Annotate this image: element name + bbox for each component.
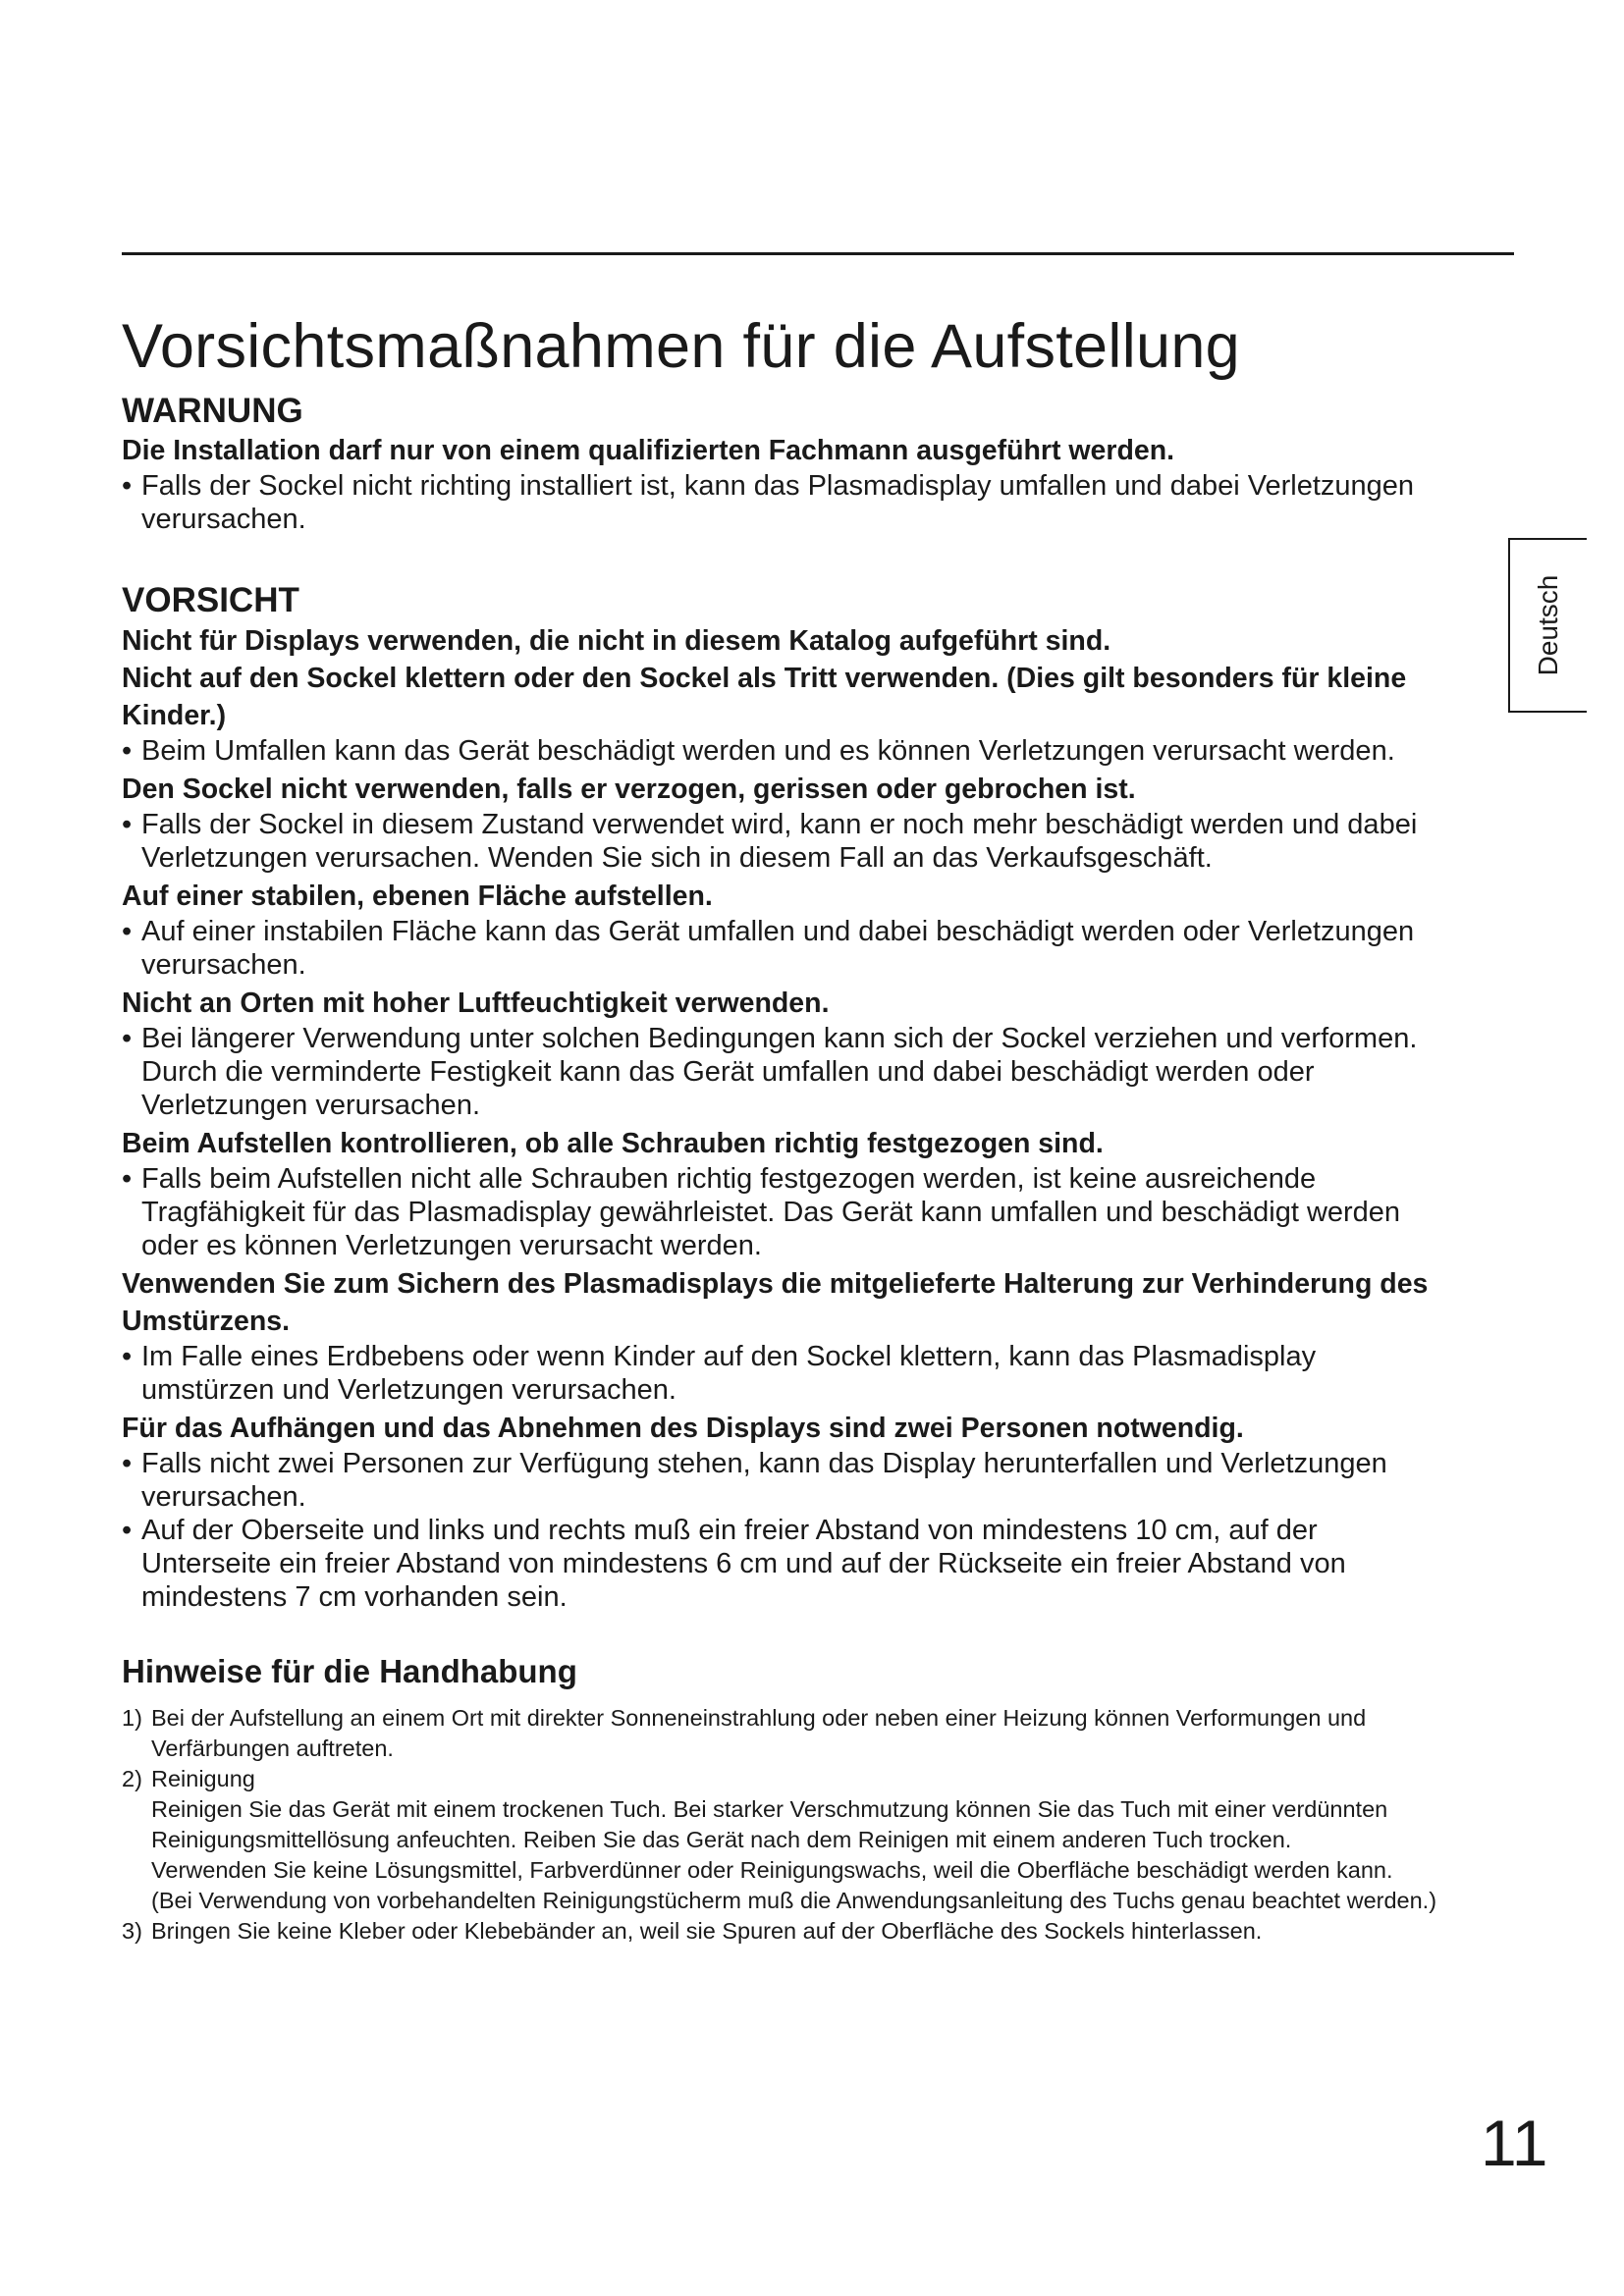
bullet-dot-icon: • bbox=[122, 1341, 133, 1373]
handling-paragraph: Verwenden Sie keine Lösungsmittel, Farbverdünner oder Reinigungswachs, weil die Oberfläche beschädigt werden kann. bbox=[151, 1857, 1393, 1884]
item-number: 1) bbox=[122, 1705, 142, 1732]
warning-bullets bbox=[122, 469, 1442, 536]
handling-paragraph: (Bei Verwendung von vorbehandelten Reinigungstücherm muß die Anwendungsanleitung des Tuchs genau beachtet werden.) bbox=[151, 1888, 1437, 1914]
warning-section bbox=[122, 390, 1442, 537]
caution-group bbox=[122, 1265, 1442, 1407]
bullet-item: • Falls der Sockel nicht richting installiert ist, kann das Plasmadisplay umfallen und dabei Verletzungen verursachen. bbox=[122, 470, 1415, 536]
handling-heading: Hinweise für die Handhabung bbox=[122, 1653, 577, 1690]
handling-paragraph: Reinigen Sie das Gerät mit einem trockenen Tuch. Bei starker Verschmutzung können Sie das Tuch mit einer verdünnten Reinigungsmittellösung anfeuchten. Reiben Sie das Gerät nach dem Reinigen mit einem anderen Tuch trocken. bbox=[151, 1796, 1388, 1853]
bullet-dot-icon: • bbox=[122, 1023, 133, 1055]
caution-group bbox=[122, 622, 1442, 768]
language-side-tab bbox=[1508, 538, 1587, 713]
handling-item: 1) Bei der Aufstellung an einem Ort mit direkter Sonneneinstrahlung oder neben einer Heizung können Verformungen und Verfärbungen auftreten. bbox=[122, 1705, 1367, 1762]
caution-section bbox=[122, 579, 1442, 1614]
bullet-dot-icon: • bbox=[122, 1448, 133, 1480]
page-title: Vorsichtsmaßnahmen für die Aufstellung bbox=[122, 312, 1241, 381]
warning-heading: WARNUNG bbox=[122, 391, 303, 430]
handling-item: 2) Reinigung Reinigen Sie das Gerät mit einem trockenen Tuch. Bei starker Verschmutzung können Sie das Tuch mit einer verdünnten Reinigungsmittellösung anfeuchten. Reiben Sie das Gerät nach dem Reinigen mit einem anderen Tuch trocken. Verwenden Sie keine Lösungsmittel, Farbverdünner oder Reinigungswachs, weil die Oberfläche beschädigt werden kann. (Bei Verwendung von vorbehandelten Reinigungstücherm muß die Anwendungsanleitung des Tuchs genau beachtet werden.) bbox=[122, 1764, 1442, 1916]
bullet-item: • Auf der Oberseite und links und rechts muß ein freier Abstand von mindestens 10 cm, auf der Unterseite ein freier Abstand von mindestens 6 cm und auf der Rückseite ein freier Abstand von mindestens 7 cm vorhanden sein. bbox=[122, 1515, 1346, 1614]
bullet-item: • Im Falle eines Erdbebens oder wenn Kinder auf den Sockel klettern, kann das Plasmadisplay umstürzen und Verletzungen verursachen. bbox=[122, 1341, 1317, 1407]
caution-rule: Nicht für Displays verwenden, die nicht in diesem Katalog aufgeführt sind. bbox=[122, 625, 1111, 658]
caution-bullets bbox=[122, 1447, 1442, 1614]
caution-group bbox=[122, 1410, 1442, 1614]
bullet-item: • Falls beim Aufstellen nicht alle Schrauben richtig festgezogen werden, ist keine ausreichende Tragfähigkeit für das Plasmadisplay gewährleistet. Das Gerät kann umfallen und beschädigt werden oder es können Verletzungen verursacht werden. bbox=[122, 1163, 1401, 1262]
language-label: Deutsch bbox=[1533, 574, 1563, 676]
caution-bullets bbox=[122, 1162, 1442, 1262]
handling-list bbox=[122, 1703, 1442, 1947]
bullet-dot-icon: • bbox=[122, 809, 133, 841]
caution-rule: Venwenden Sie zum Sichern des Plasmadisplays die mitgelieferte Halterung zur Verhinderung des Umstürzens. bbox=[122, 1268, 1429, 1338]
caution-rule: Nicht auf den Sockel klettern oder den Sockel als Tritt verwenden. (Dies gilt besonders für kleine Kinder.) bbox=[122, 663, 1407, 732]
caution-bullets bbox=[122, 734, 1442, 768]
page-content bbox=[122, 312, 1442, 1947]
caution-heading: VORSICHT bbox=[122, 581, 299, 620]
bullet-item: • Beim Umfallen kann das Gerät beschädigt werden und es können Verletzungen verursacht werden. bbox=[122, 735, 1395, 768]
top-rule bbox=[122, 252, 1514, 255]
caution-rule: Den Sockel nicht verwenden, falls er verzogen, gerissen oder gebrochen ist. bbox=[122, 774, 1136, 806]
bullet-dot-icon: • bbox=[122, 735, 133, 768]
caution-bullets bbox=[122, 1022, 1442, 1122]
handling-item: 3) Bringen Sie keine Kleber oder Klebebänder an, weil sie Spuren auf der Oberfläche des Sockels hinterlassen. bbox=[122, 1916, 1442, 1947]
bullet-item: • Falls nicht zwei Personen zur Verfügung stehen, kann das Display herunterfallen und Verletzungen verursachen. bbox=[122, 1448, 1387, 1514]
bullet-dot-icon: • bbox=[122, 1163, 133, 1196]
bullet-item: • Falls der Sockel in diesem Zustand verwendet wird, kann er noch mehr beschädigt werden und dabei Verletzungen verursachen. Wenden Sie sich in diesem Fall an das Verkaufsgeschäft. bbox=[122, 809, 1418, 875]
warning-rule: Die Installation darf nur von einem qualifizierten Fachmann ausgeführt werden. bbox=[122, 435, 1175, 467]
bullet-item: • Bei längerer Verwendung unter solchen Bedingungen kann sich der Sockel verziehen und verformen. Durch die verminderte Festigkeit kann das Gerät umfallen und dabei beschädigt werden oder Verletzungen verursachen. bbox=[122, 1023, 1418, 1122]
bullet-dot-icon: • bbox=[122, 1515, 133, 1547]
bullet-item: • Auf einer instabilen Fläche kann das Gerät umfallen und dabei beschädigt werden oder Verletzungen verursachen. bbox=[122, 916, 1415, 982]
page-number: 11 bbox=[1481, 2107, 1548, 2179]
caution-bullets bbox=[122, 1340, 1442, 1407]
caution-bullets bbox=[122, 808, 1442, 875]
caution-group bbox=[122, 985, 1442, 1122]
bullet-dot-icon: • bbox=[122, 470, 133, 503]
caution-group bbox=[122, 878, 1442, 982]
caution-rule: Beim Aufstellen kontrollieren, ob alle Schrauben richtig festgezogen sind. bbox=[122, 1128, 1104, 1160]
handling-section bbox=[122, 1651, 1442, 1947]
item-number: 2) bbox=[122, 1766, 142, 1792]
caution-rule: Auf einer stabilen, ebenen Fläche aufstellen. bbox=[122, 881, 713, 913]
item-number: 3) bbox=[122, 1918, 142, 1945]
caution-rule: Für das Aufhängen und das Abnehmen des Displays sind zwei Personen notwendig. bbox=[122, 1413, 1244, 1445]
bullet-dot-icon: • bbox=[122, 916, 133, 948]
caution-group bbox=[122, 771, 1442, 875]
caution-rule: Nicht an Orten mit hoher Luftfeuchtigkeit verwenden. bbox=[122, 988, 830, 1020]
caution-group bbox=[122, 1125, 1442, 1262]
caution-bullets bbox=[122, 915, 1442, 982]
